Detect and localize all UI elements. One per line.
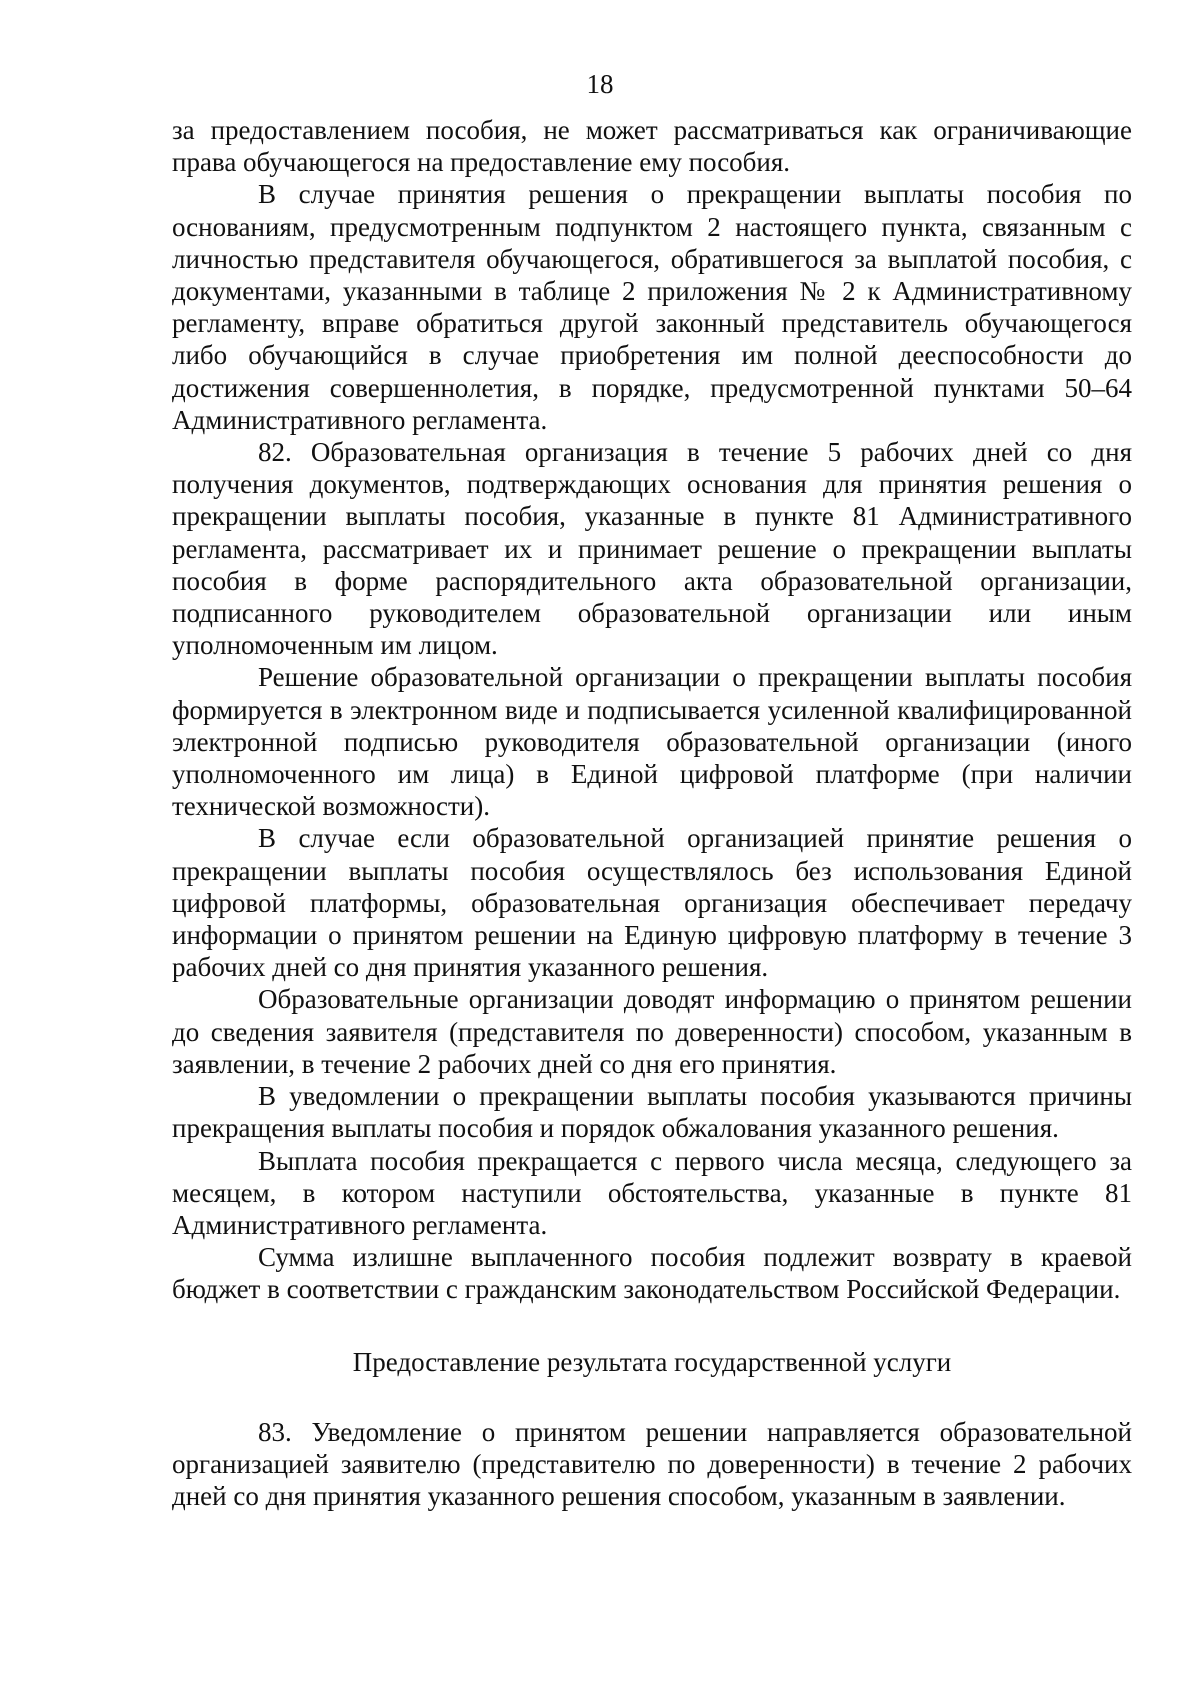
paragraph-overpayment-refund: Сумма излишне выплаченного пособия подлежит возврату в краевой бюджет в соответствии с гражданским законодательством Российской Федерации. — [172, 1242, 1132, 1305]
paragraph-notice-content: В уведомлении о прекращении выплаты пособия указываются причины прекращения выплаты пособия и порядок обжалования указанного решения. — [172, 1081, 1132, 1144]
paragraph-clause-82: 82. Образовательная организация в течение 5 рабочих дней со дня получения документов, подтверждающих основания для принятия решения о прекращении выплаты пособия, указанные в пункте 81 Административного регламента, рассматривает их и принимает решение о прекращении выплаты пособия в форме распорядительного акта образовательной организации, подписанного руководителем образовательной организации или иным уполномоченным им лицом. — [172, 437, 1132, 661]
paragraph-electronic-decision: Решение образовательной организации о прекращении выплаты пособия формируется в электронном виде и подписывается усиленной квалифицированной электронной подписью руководителя образовательной организации (иного уполномоченного им лица) в Единой цифровой платформе (при наличии технической возможности). — [172, 662, 1132, 822]
paragraph-payment-termination: Выплата пособия прекращается с первого числа месяца, следующего за месяцем, в котором наступили обстоятельства, указанные в пункте 81 Административного регламента. — [172, 1145, 1132, 1240]
paragraph-platform-transfer: В случае если образовательной организацией принятие решения о прекращении выплаты пособия осуществлялось без использования Единой цифровой платформы, образовательная организация обеспечивает передачу информации о принятом решении на Единую цифровую платформу в течение 3 рабочих дней со дня принятия указанного решения. — [172, 823, 1132, 983]
paragraph-applicant-notice: Образовательные организации доводят информацию о принятом решении до сведения заявителя (представителя по доверенности) способом, указанным в заявлении, в течение 2 рабочих дней со дня его принятия. — [172, 984, 1132, 1079]
paragraph-continuation: за предоставлением пособия, не может рассматриваться как ограничивающие права обучающегося на предоставление ему пособия. — [172, 115, 1132, 178]
document-body — [172, 114, 1132, 1512]
paragraph-clause-83: 83. Уведомление о принятом решении направляется образовательной организацией заявителю (представителю по доверенности) в течение 2 рабочих дней со дня принятия указанного решения способом, указанным в заявлении. — [172, 1416, 1132, 1512]
paragraph-representative-change: В случае принятия решения о прекращении выплаты пособия по основаниям, предусмотренным подпунктом 2 настоящего пункта, связанным с личностью представителя обучающегося, обратившегося за выплатой пособия, с документами, указанными в таблице 2 приложения № 2 к Административному регламенту, вправе обратиться другой законный представитель обучающегося либо обучающийся в случае приобретения им полной дееспособности до достижения совершеннолетия, в порядке, предусмотренной пунктами 50–64 Административного регламента. — [172, 179, 1132, 435]
page-number: 18 — [586, 69, 614, 99]
section-heading: Предоставление результата государственной услуги — [352, 1346, 952, 1377]
